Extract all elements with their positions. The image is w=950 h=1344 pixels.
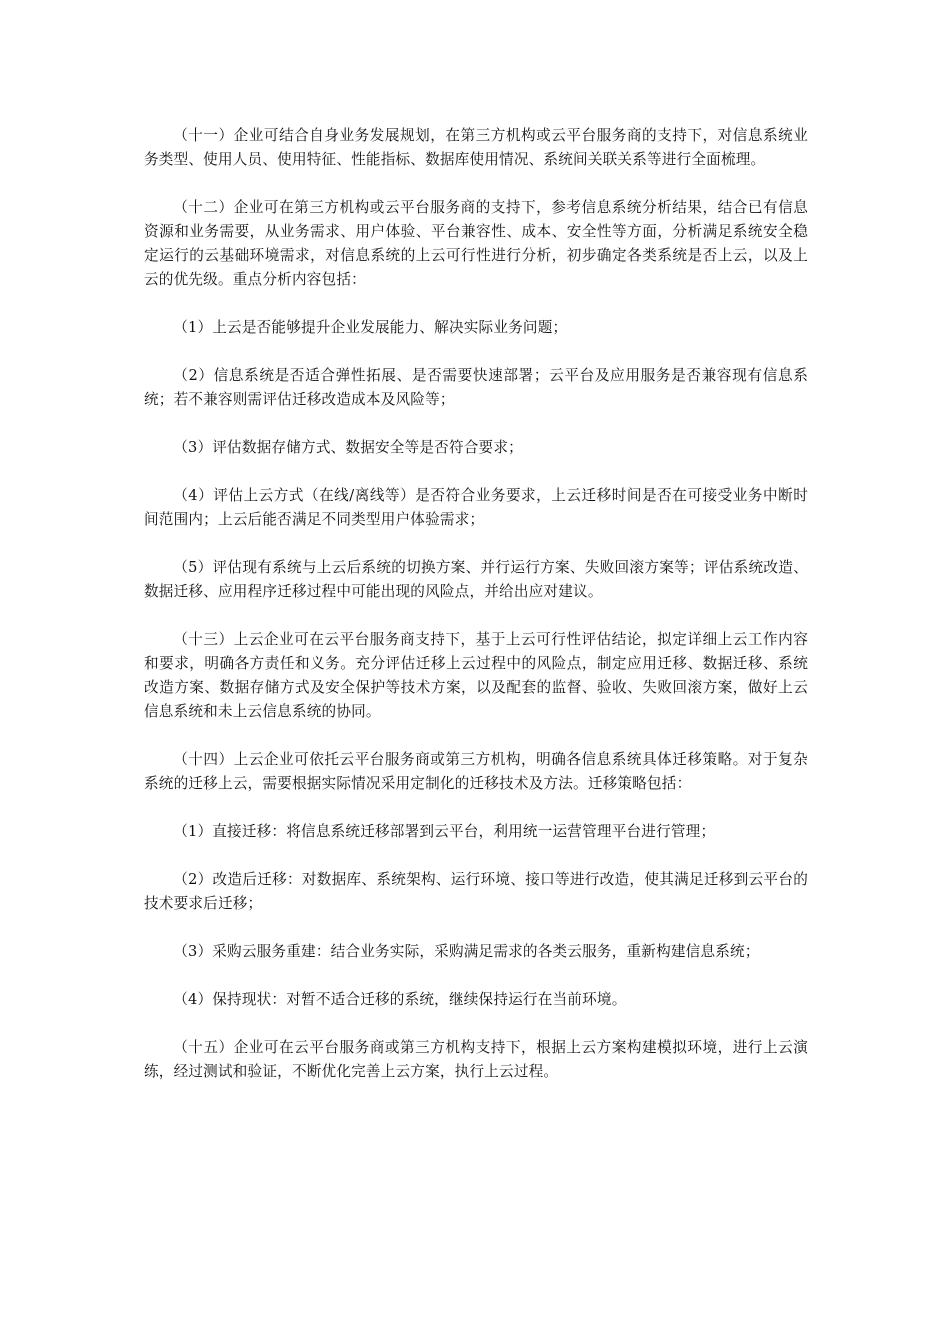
paragraph-11: （十一）企业可结合自身业务发展规划，在第三方机构或云平台服务商的支持下，对信息系统业务类型、使用人员、使用特征、性能指标、数据库使用情况、系统间关联关系等进行全面梳理。 [144, 127, 808, 168]
paragraph-14-item-2: （2）改造后迁移：对数据库、系统架构、运行环境、接口等进行改造，使其满足迁移到云平台的技术要求后迁移； [144, 871, 808, 912]
paragraph-12-item-1: （1）上云是否能够提升企业发展能力、解决实际业务问题； [173, 319, 568, 336]
document-page [144, 124, 808, 1108]
paragraph-13: （十三）上云企业可在云平台服务商支持下，基于上云可行性评估结论，拟定详细上云工作内容和要求，明确各方责任和义务。充分评估迁移上云过程中的风险点，制定应用迁移、数据迁移、系统改造方案、数据存储方式及安全保护等技术方案，以及配套的监督、验收、失败回滚方案，做好上云信息系统和未上云信息系统的协同。 [144, 631, 808, 720]
paragraph-14: （十四）上云企业可依托云平台服务商或第三方机构，明确各信息系统具体迁移策略。对于复杂系统的迁移上云，需要根据实际情况采用定制化的迁移技术及方法。迁移策略包括： [144, 751, 808, 792]
paragraph-12-item-3: （3）评估数据存储方式、数据安全等是否符合要求； [173, 439, 523, 456]
paragraph-12-item-2: （2）信息系统是否适合弹性拓展、是否需要快速部署；云平台及应用服务是否兼容现有信息系统；若不兼容则需评估迁移改造成本及风险等； [144, 367, 808, 408]
paragraph-12: （十二）企业可在第三方机构或云平台服务商的支持下，参考信息系统分析结果，结合已有信息资源和业务需要，从业务需求、用户体验、平台兼容性、成本、安全性等方面，分析满足系统安全稳定运行的云基础环境需求，对信息系统的上云可行性进行分析，初步确定各类系统是否上云，以及上云的优先级。重点分析内容包括： [144, 199, 808, 288]
paragraph-14-item-3: （3）采购云服务重建：结合业务实际，采购满足需求的各类云服务，重新构建信息系统； [173, 943, 760, 960]
paragraph-12-item-5: （5）评估现有系统与上云后系统的切换方案、并行运行方案、失败回滚方案等；评估系统改造、数据迁移、应用程序迁移过程中可能出现的风险点，并给出应对建议。 [144, 559, 808, 600]
paragraph-14-item-4: （4）保持现状：对暂不适合迁移的系统，继续保持运行在当前环境。 [173, 991, 627, 1008]
paragraph-15: （十五）企业可在云平台服务商或第三方机构支持下，根据上云方案构建模拟环境，进行上云演练，经过测试和验证，不断优化完善上云方案，执行上云过程。 [144, 1039, 808, 1080]
paragraph-14-item-1: （1）直接迁移：将信息系统迁移部署到云平台，利用统一运营管理平台进行管理； [173, 823, 716, 840]
paragraph-12-item-4: （4）评估上云方式（在线/离线等）是否符合业务要求，上云迁移时间是否在可接受业务中断时间范围内；上云后能否满足不同类型用户体验需求； [144, 487, 808, 528]
